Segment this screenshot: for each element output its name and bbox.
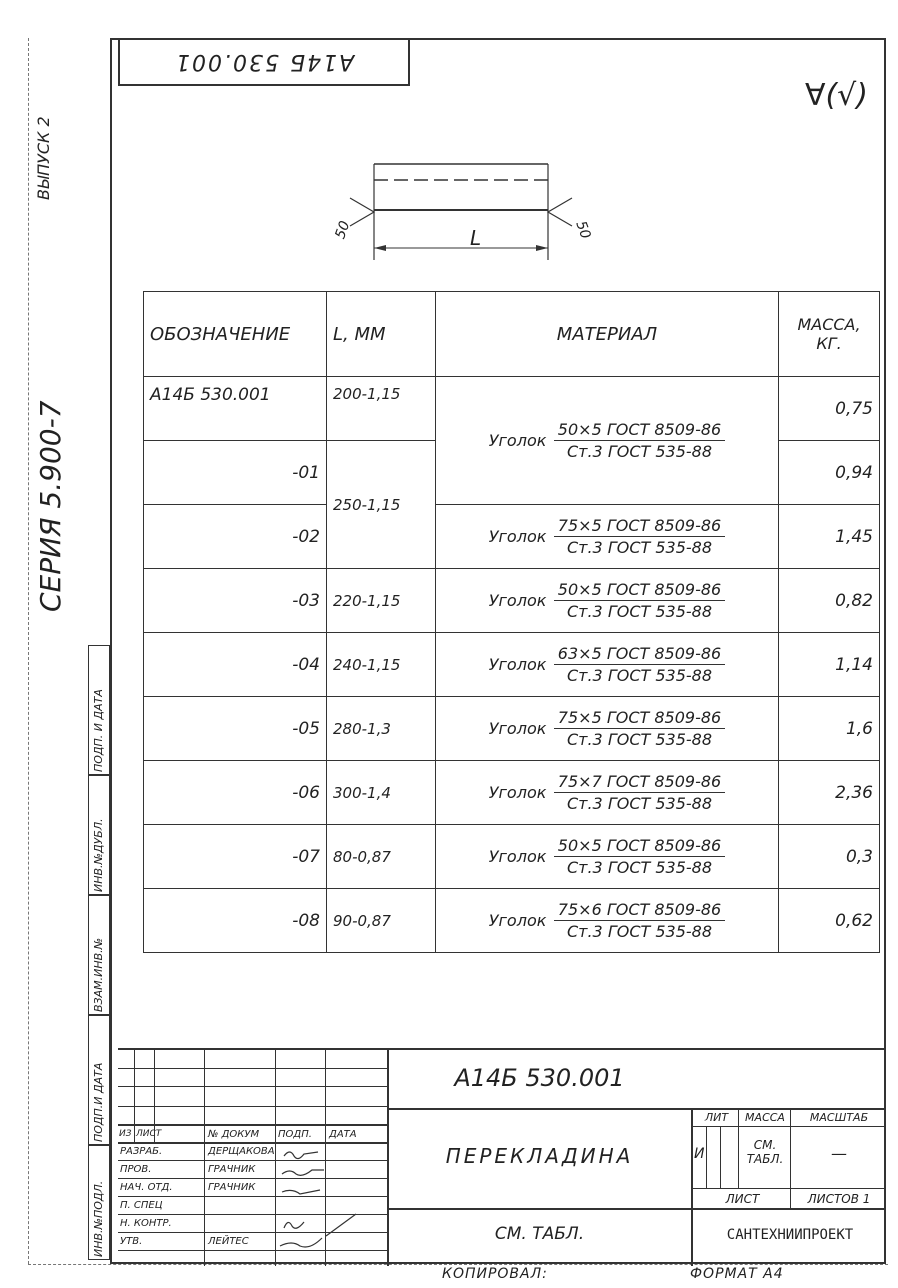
material-bottom: Ст.3 ГОСТ 535-88 — [566, 730, 713, 749]
col-iz: ИЗ — [119, 1129, 132, 1139]
material-top: 63×5 ГОСТ 8509-86 — [554, 644, 725, 665]
massa-value: СМ. ТАБЛ. — [746, 1138, 784, 1166]
col-list: ЛИСТ — [136, 1129, 162, 1139]
cell-designation: -05 — [144, 697, 327, 761]
title-line — [720, 1126, 721, 1188]
list-label: ЛИСТ — [725, 1192, 760, 1206]
header-material: МАТЕРИАЛ — [436, 292, 779, 377]
col-dokum: № ДОКУМ — [208, 1129, 260, 1140]
title-line — [387, 1108, 886, 1110]
table-row — [144, 377, 880, 441]
material-fraction — [554, 516, 725, 557]
material-prefix: Уголок — [488, 527, 547, 546]
massa-label: МАССА — [745, 1111, 785, 1124]
cell-designation: -01 — [144, 441, 327, 505]
cell-mass: 1,14 — [779, 633, 880, 697]
material-top: 75×7 ГОСТ 8509-86 — [554, 772, 725, 793]
dim-arrow-left — [374, 245, 386, 251]
lit-value: И — [694, 1146, 705, 1162]
cell-material — [436, 889, 779, 953]
cell-designation: A14Б 530.001 — [144, 377, 327, 441]
material-top: 50×5 ГОСТ 8509-86 — [554, 420, 725, 441]
cell-designation: -03 — [144, 569, 327, 633]
material-prefix: Уголок — [488, 719, 547, 738]
cell-length: 80-0,87 — [327, 825, 436, 889]
weld-right — [548, 198, 572, 226]
side-stamp-inv-dubl — [88, 775, 110, 895]
cell-material — [436, 697, 779, 761]
role-spec: П. СПЕЦ — [120, 1200, 163, 1211]
title-line — [691, 1108, 693, 1266]
cell-length: 240-1,15 — [327, 633, 436, 697]
cell-mass: 0,82 — [779, 569, 880, 633]
role-utv: УТВ. — [120, 1236, 143, 1247]
weld-left — [350, 198, 374, 226]
material-top: 50×5 ГОСТ 8509-86 — [554, 580, 725, 601]
material-fraction — [554, 836, 725, 877]
side-stamp-text: ВЗАМ.ИНВ.№ — [92, 937, 105, 1012]
header-length: L, ММ — [327, 292, 436, 377]
dim-L-label: L — [470, 226, 482, 250]
cell-length: 90-0,87 — [327, 889, 436, 953]
masshtab-label: МАСШТАБ — [809, 1111, 869, 1124]
role-razrab: РАЗРАБ. — [120, 1146, 163, 1157]
material-top: 75×5 ГОСТ 8509-86 — [554, 708, 725, 729]
name-nach: ГРАЧНИК — [208, 1182, 256, 1193]
spec-table — [143, 291, 880, 953]
cell-material — [436, 825, 779, 889]
grid-line — [118, 1086, 387, 1087]
name-razrab: ДЕРЩАКОВА — [208, 1146, 275, 1157]
material-fraction — [554, 900, 725, 941]
material-bottom: Ст.3 ГОСТ 535-88 — [566, 538, 713, 557]
signatures-scribble — [276, 1144, 386, 1264]
material-fraction — [554, 708, 725, 749]
table-header-row — [144, 292, 880, 377]
side-stamp-vzam-inv — [88, 895, 110, 1015]
material-note: СМ. ТАБЛ. — [494, 1224, 585, 1244]
seriya-label: СЕРИЯ 5.900-7 — [34, 400, 67, 612]
outer-trim-left — [28, 38, 29, 1264]
cell-mass: 1,45 — [779, 505, 880, 569]
material-top: 75×6 ГОСТ 8509-86 — [554, 900, 725, 921]
cell-length: 300-1,4 — [327, 761, 436, 825]
table-row — [144, 633, 880, 697]
material-bottom: Ст.3 ГОСТ 535-88 — [566, 858, 713, 877]
col-podp: ПОДП. — [278, 1129, 312, 1140]
material-top: 50×5 ГОСТ 8509-86 — [554, 836, 725, 857]
cell-material — [436, 377, 779, 505]
title-line — [790, 1108, 791, 1208]
lit-label: ЛИТ — [704, 1111, 729, 1124]
material-top: 75×5 ГОСТ 8509-86 — [554, 516, 725, 537]
table-row — [144, 697, 880, 761]
cell-length: 200-1,15 — [327, 377, 436, 441]
masshtab-value: — — [831, 1144, 847, 1163]
material-bottom: Ст.3 ГОСТ 535-88 — [566, 602, 713, 621]
material-prefix: Уголок — [488, 431, 547, 450]
material-bottom: Ст.3 ГОСТ 535-88 — [566, 794, 713, 813]
material-fraction — [554, 420, 725, 461]
material-bottom: Ст.3 ГОСТ 535-88 — [566, 442, 713, 461]
cell-length: 280-1,3 — [327, 697, 436, 761]
vypusk-label: ВЫПУСК 2 — [34, 116, 53, 200]
material-fraction — [554, 772, 725, 813]
col-data: ДАТА — [329, 1129, 357, 1140]
header-mass: МАССА, КГ. — [779, 292, 880, 377]
role-nkontr: Н. КОНТР. — [120, 1218, 172, 1229]
dim-arrow-right — [536, 245, 548, 251]
title-line — [706, 1126, 707, 1188]
material-fraction — [554, 644, 725, 685]
cell-mass: 0,62 — [779, 889, 880, 953]
material-prefix: Уголок — [488, 847, 547, 866]
cell-mass: 2,36 — [779, 761, 880, 825]
title-line — [691, 1188, 886, 1189]
name-utv: ЛЕЙТЕС — [208, 1236, 249, 1247]
side-stamp-text: ПОДП.И ДАТА — [92, 1062, 105, 1142]
cell-mass: 0,94 — [779, 441, 880, 505]
format-label: ФОРМАТ А4 — [690, 1266, 784, 1282]
side-stamp-text: ПОДП. И ДАТА — [92, 689, 105, 772]
grid-line — [118, 1124, 387, 1126]
material-fraction — [554, 580, 725, 621]
doc-name: ПЕРЕКЛАДИНА — [445, 1144, 634, 1168]
header-designation: ОБОЗНАЧЕНИЕ — [144, 292, 327, 377]
material-bottom: Ст.3 ГОСТ 535-88 — [566, 666, 713, 685]
cell-designation: -02 — [144, 505, 327, 569]
side-stamp-podp-1 — [88, 645, 110, 775]
kopiroval-label: КОПИРОВАЛ: — [442, 1266, 548, 1282]
cell-designation: -06 — [144, 761, 327, 825]
cell-designation: -08 — [144, 889, 327, 953]
top-code-text: A14Б 530.001 — [173, 48, 355, 74]
cell-material — [436, 505, 779, 569]
material-prefix: Уголок — [488, 591, 547, 610]
cell-mass: 0,75 — [779, 377, 880, 441]
title-line — [738, 1108, 739, 1188]
material-bottom: Ст.3 ГОСТ 535-88 — [566, 922, 713, 941]
table-row — [144, 569, 880, 633]
title-block — [118, 1048, 886, 1266]
cell-mass: 0,3 — [779, 825, 880, 889]
material-prefix: Уголок — [488, 911, 547, 930]
side-stamp-podp-2 — [88, 1015, 110, 1145]
cell-material — [436, 761, 779, 825]
grid-line — [204, 1050, 205, 1266]
side-stamp-text: ИНВ.№ДУБЛ. — [92, 818, 105, 892]
angle-left-label: 50 — [332, 218, 354, 242]
organization: САНТЕХНИИПРОЕКТ — [726, 1227, 854, 1243]
roughness-symbol: ∀(√) — [804, 78, 868, 113]
side-stamp-text: ИНВ.№ПОДЛ. — [92, 1180, 105, 1257]
cell-length: 220-1,15 — [327, 569, 436, 633]
doc-code: A14Б 530.001 — [454, 1064, 625, 1092]
role-nach: НАЧ. ОТД. — [120, 1182, 173, 1193]
name-prov: ГРАЧНИК — [208, 1164, 256, 1175]
role-prov: ПРОВ. — [120, 1164, 152, 1175]
part-drawing — [330, 150, 590, 280]
cell-designation: -07 — [144, 825, 327, 889]
cell-length: 250-1,15 — [327, 441, 436, 569]
grid-line — [118, 1106, 387, 1107]
title-line — [387, 1208, 886, 1210]
side-stamp-inv-podl — [88, 1145, 110, 1260]
table-row — [144, 889, 880, 953]
top-code-box — [118, 38, 410, 86]
cell-material — [436, 569, 779, 633]
listov-label: ЛИСТОВ 1 — [807, 1192, 871, 1206]
grid-line — [134, 1050, 135, 1142]
table-row — [144, 825, 880, 889]
cell-mass: 1,6 — [779, 697, 880, 761]
cell-designation: -04 — [144, 633, 327, 697]
material-prefix: Уголок — [488, 783, 547, 802]
table-row — [144, 505, 880, 569]
angle-right-label: 50 — [572, 218, 594, 242]
grid-line — [118, 1068, 387, 1069]
table-row — [144, 761, 880, 825]
cell-material — [436, 633, 779, 697]
material-prefix: Уголок — [488, 655, 547, 674]
signature-grid — [118, 1050, 387, 1266]
